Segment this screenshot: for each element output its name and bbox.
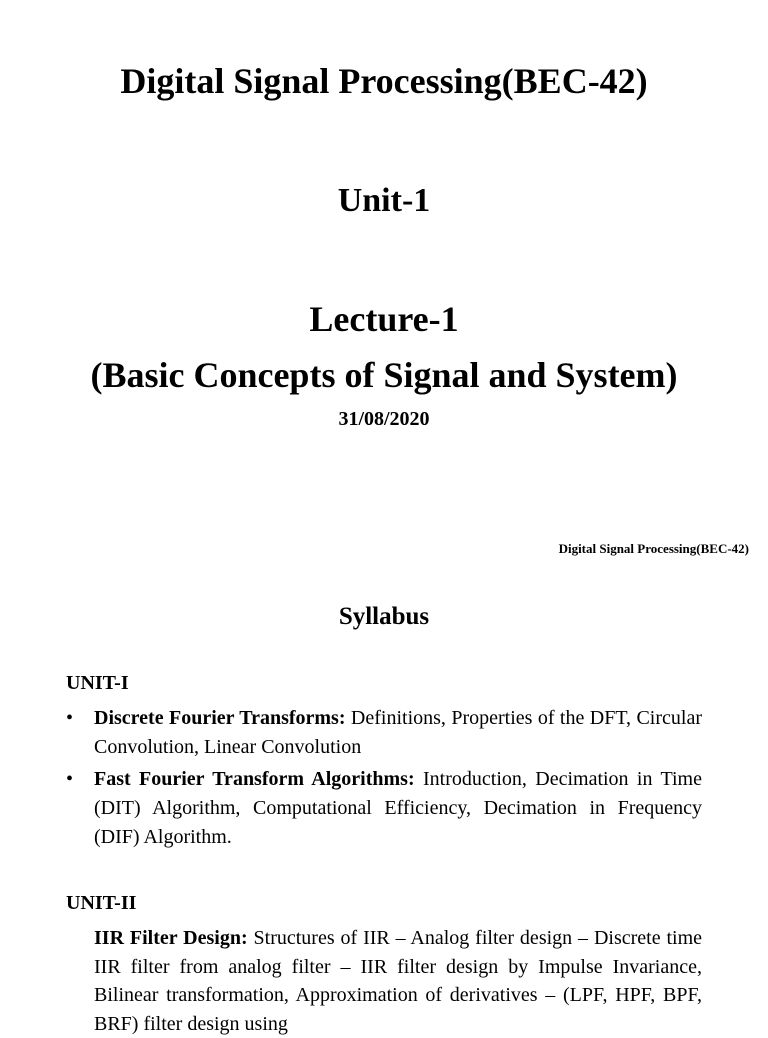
- iir-filter-design-paragraph: [94, 924, 702, 1038]
- bullet-icon: •: [66, 707, 74, 729]
- syllabus-item-fft: [66, 765, 702, 852]
- slide-title: Digital Signal Processing(BEC-42): [120, 61, 648, 101]
- syllabus-item-description: Structures of IIR – Analog filter design – Discrete time IIR filter from analog filter – IIR filter design by Impulse Invariance, Bilinear transformation, Approximation of derivatives – (LPF, HPF, BPF, BRF) filter design using: [94, 927, 703, 1035]
- syllabus-item-dft: [66, 704, 702, 762]
- syllabus-item-term: IIR Filter Design:: [94, 927, 248, 949]
- syllabus-item-description: Definitions, Properties of the DFT, Circular Convolution, Linear Convolution: [94, 707, 702, 758]
- syllabus-heading: Syllabus: [338, 603, 430, 630]
- syllabus-item-text: [94, 704, 702, 762]
- syllabus-item-text: [94, 765, 702, 852]
- lecture-heading: Lecture-1: [309, 299, 459, 339]
- unit2-heading: UNIT-II: [66, 892, 137, 914]
- unit-heading: Unit-1: [337, 182, 431, 219]
- unit1-heading: UNIT-I: [66, 672, 129, 694]
- bullet-icon: •: [66, 768, 74, 790]
- lecture-date: 31/08/2020: [338, 408, 430, 430]
- syllabus-item-term: Discrete Fourier Transforms:: [94, 707, 346, 729]
- syllabus-item-term: Fast Fourier Transform Algorithms:: [94, 768, 415, 790]
- lecture-subtitle: (Basic Concepts of Signal and System): [90, 355, 678, 395]
- syllabus-item-description: Introduction, Decimation in Time (DIT) Algorithm, Computational Efficiency, Decimation in Frequency (DIF) Algorithm.: [94, 768, 702, 848]
- running-header: Digital Signal Processing(BEC-42): [558, 541, 749, 556]
